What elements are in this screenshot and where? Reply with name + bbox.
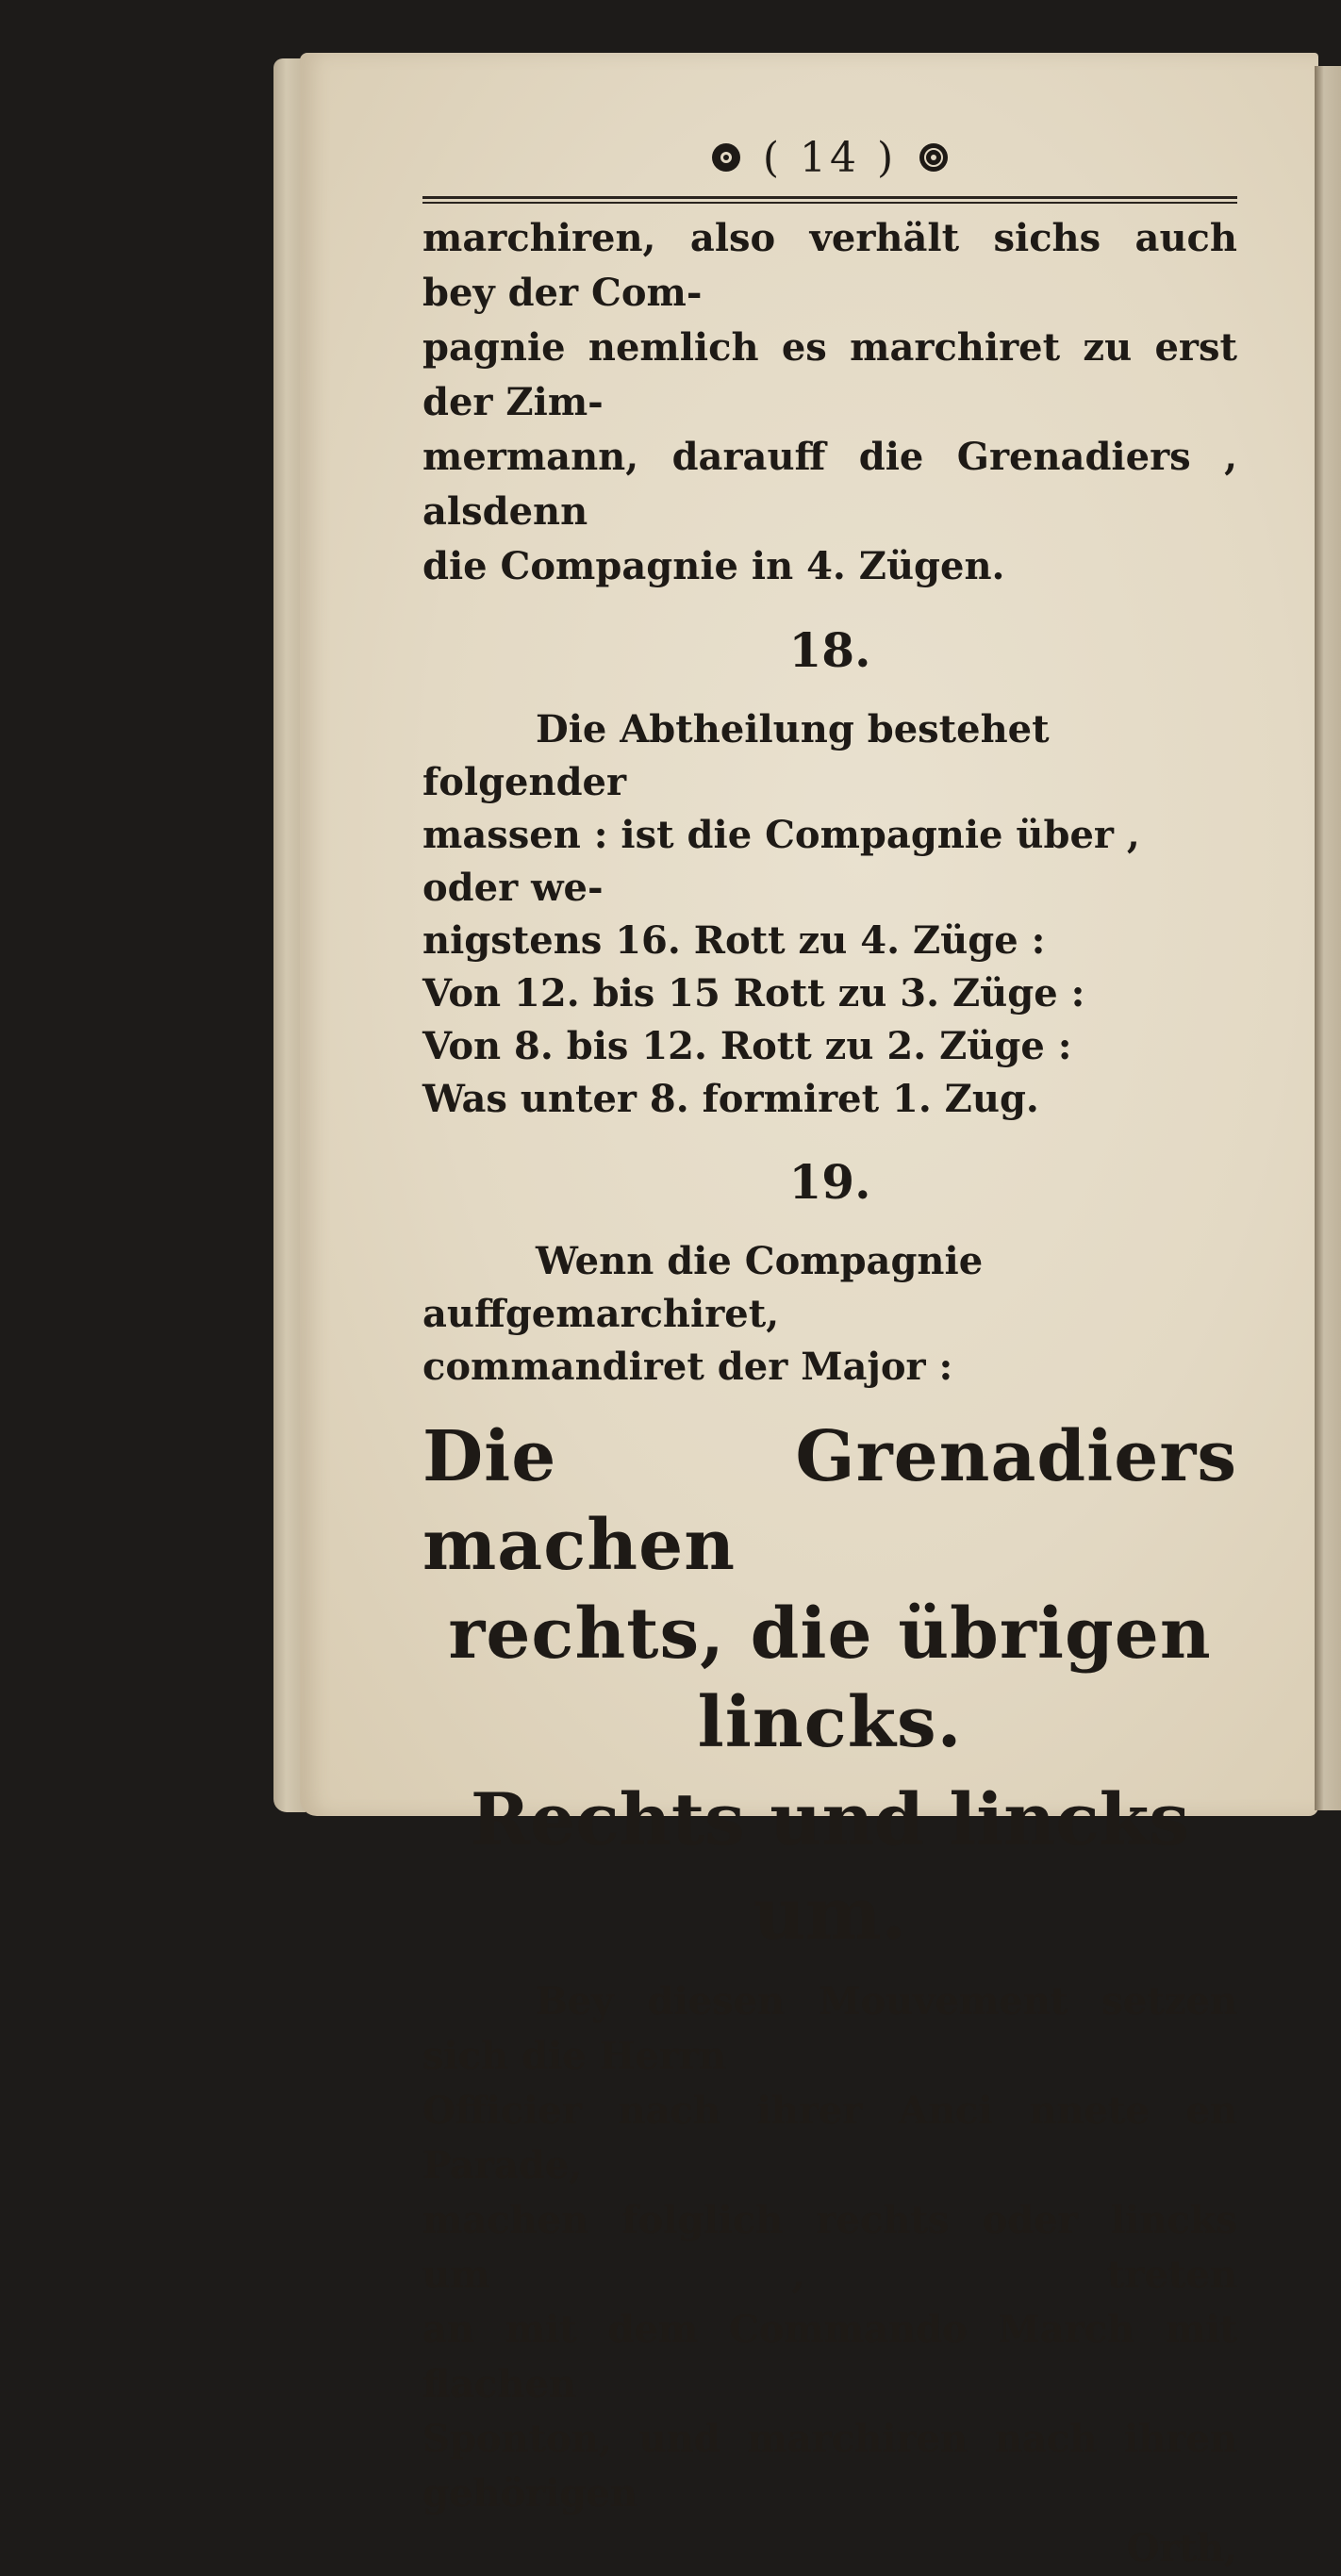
page-number: ( 14 ) — [762, 133, 898, 182]
page-content — [422, 123, 1237, 2576]
section-19-paragraph-line: Bey diesen Mouvement setzen sich die Herrn — [422, 1979, 1237, 2078]
catchword: Orth, — [1126, 2526, 1237, 2570]
section-18-line: Von 8. bis 12. Rott zu 2. Züge : — [422, 1024, 1072, 1068]
section-19-paragraph-line: Officier nach ihrer Anci nnete en Parade, — [422, 2089, 1237, 2188]
section-18-line: massen : ist die Compagnie über , oder we- — [422, 813, 1140, 910]
header-rule — [422, 196, 1237, 204]
section-18-line: Die Abtheilung bestehet folgender — [422, 707, 1050, 804]
rosette-ornament-icon — [710, 141, 742, 173]
section-19-paragraph-line: Sponton, und marchiren nach ihren gehörigen — [422, 2417, 1237, 2516]
section-18-line: nigstens 16. Rott zu 4. Züge : — [422, 918, 1046, 963]
facing-page-edge — [1315, 66, 1341, 1810]
section-18-line: Von 12. bis 15 Rott zu 3. Züge : — [422, 971, 1085, 1016]
top-paragraph-line: marchiren, also verhält sichs auch bey der Com- — [422, 216, 1237, 315]
rosette-ornament-icon — [918, 141, 950, 173]
section-19-paragraph-line: machen folglich rechts oder lincks um , treten — [422, 2198, 1237, 2297]
section-number-18: 18. — [788, 622, 871, 678]
section-19-intro-line: commandiret der Major : — [422, 1345, 953, 1389]
top-paragraph-line: pagnie nemlich es marchiret zu erst der Zim- — [422, 325, 1237, 424]
page-header — [422, 123, 1237, 192]
section-19-intro-line: Wenn die Compagnie auffgemarchiret, — [422, 1239, 984, 1336]
section-number-19: 19. — [788, 1154, 871, 1210]
top-paragraph-line: die Compagnie in 4. Zügen. — [422, 544, 1005, 588]
section-18-line: Was unter 8. formiret 1. Zug. — [422, 1077, 1039, 1121]
top-paragraph-line: mermann, darauff die Grenadiers , alsdenn — [422, 435, 1237, 534]
command-line: Die Grenadiers machen — [422, 1416, 1237, 1586]
section-19-paragraph-line: an mit dem Commando March mit flachen — [422, 2307, 1237, 2406]
command-rechts-lincks: Rechts und lincks um. — [470, 1777, 1190, 1956]
command-line: rechts, die übrigen lincks. — [448, 1593, 1212, 1763]
